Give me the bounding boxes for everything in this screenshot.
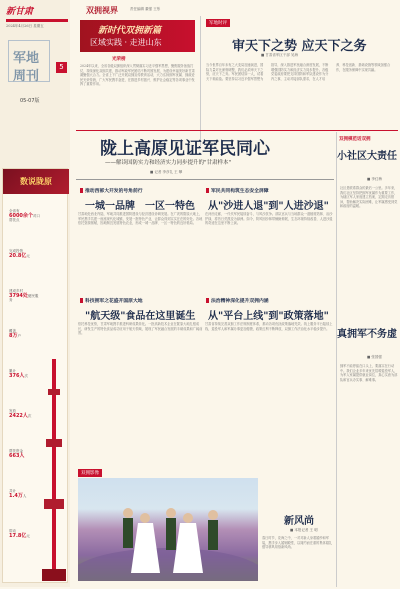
story1-body: 社区是联系群众的最后一公里。多年来，我们社区坚持把拥军优属作为重要工作，为辖区军人家庭建立档案，定期走访慰问，帮助解决实际困难，让军属感受到党和政府的温暖。	[340, 186, 398, 209]
info-item-unit: 次	[24, 373, 28, 378]
subsection-title-3: "航天级"食品在这里诞生	[85, 311, 196, 322]
right-column	[336, 132, 398, 587]
story2-body: 拥军不能停留在口头上，要落实在行动中。我们企业多年来优先招聘退役军人，为军人家属提供就业岗位，真心实意为部队和官兵办实事、解难事。	[340, 364, 398, 382]
infographic-header: 数说陇原	[3, 169, 69, 194]
info-item-unit: 户	[17, 333, 21, 338]
top-banner	[80, 20, 195, 52]
info-item	[9, 529, 41, 538]
story1-title: 小社区大责任	[337, 151, 397, 162]
story2-byline: ■ 张国强	[367, 355, 382, 359]
story2-title: 真拥军不务虚	[337, 329, 397, 340]
tower-illustration	[41, 349, 67, 589]
commentary-body: 当今世界百年未有之大变局加速演进，国际力量对比深刻调整，我们必须审天下之势，应天下之务。军民团结如一人，试看天下谁能敌。要坚持以习近平强军思想为指导，深入推进军民融合深度发展，不断增强国防实力和经济实力同步提升。各级党委政府要把支持国防和军队建设作为分内之事，主动对接部队需求，在人才培养、科技创新、基础设施等领域加强合作，在服务保障中实现共赢。	[206, 63, 391, 81]
right-column-label: 双拥模范话双拥	[339, 137, 371, 142]
info-item-unit: 人	[22, 493, 27, 498]
info-item-value: 8万	[9, 332, 18, 339]
subsection-label-2: 军民共同构筑生态安全屏障	[206, 187, 269, 194]
section-divider	[76, 130, 398, 131]
subsection-label-1: 推动西部大开发的号角前行	[80, 187, 143, 194]
honor-roll-title: 光荣榜	[112, 57, 126, 62]
info-item-unit: 便民服务	[9, 293, 39, 302]
info-item-value: 20.8亿	[9, 252, 27, 259]
info-item-label: 共计	[9, 489, 16, 493]
headline-rule	[76, 179, 334, 180]
wedding-photo-image	[78, 478, 258, 581]
info-item-unit: 元	[26, 533, 30, 538]
info-item	[9, 289, 41, 303]
main-byline: ■ 记者 李彦礼 王 攀	[150, 170, 183, 174]
wedding-photo	[78, 478, 258, 581]
subsection-body-4: 甘肃省持续完善双拥工作法规制度体系，推动各项优抚政策落地见效。线上服务平台陆续上线，退役军人和军属办事更加便捷，政策红利不断释放，双拥工作法治化水平稳步提升。	[205, 322, 333, 331]
info-item-label: 带动	[9, 529, 16, 533]
subsection-title-2: 从"沙进人退"到"人进沙退"	[208, 201, 329, 212]
info-item-value: 663人	[9, 452, 25, 459]
masthead-rule	[6, 19, 68, 22]
top-article-body: 2024年以来，全省各级双拥组织深入贯彻落实习近平强军思想，聚焦服务备战打仗，持续深化双拥共建，推动军政军民团结不断巩固发展，为建设幸福美好新甘肃凝聚强大合力。全省上下广泛开展双拥宣传教育活动，大力弘扬拥军优属、拥政爱民光荣传统，广大军民携手奋进，在推进乡村振兴、维护社会稳定等各项事业中发挥了重要作用。	[80, 64, 195, 86]
info-item-value: 3794处	[9, 292, 28, 299]
info-item	[9, 209, 41, 223]
page-number-badge: 5	[56, 62, 67, 73]
left-sidebar	[0, 0, 70, 587]
info-item-label: 建成乡村	[9, 289, 23, 293]
commentary-byline: ■ 甘肃省军区干部 吴海	[261, 53, 299, 57]
info-item-unit: 元	[26, 253, 30, 258]
subsection-label-3: 科技拥军之花盛开国原大地	[80, 297, 143, 304]
subsection-body-3: 依托科技优势，甘肃军地携手推进科研成果转化。一批高新技术企业在陇原大地扎根成长，研发生产的特色食品成功应用于航天领域，展现了军民融合发展的丰硕成果和广阔前景。	[78, 322, 203, 336]
page-range: 05-07版	[20, 98, 40, 104]
info-item-label: 完成投资	[9, 249, 23, 253]
subsection-title-1: 一城一品牌 一区一特色	[85, 201, 195, 212]
banner-subtitle: 区域实践 · 走进山东	[90, 38, 162, 47]
story1-byline: ■ 李红梅	[367, 177, 382, 181]
weekly-title-box	[8, 40, 50, 82]
info-item-value: 376人	[9, 372, 25, 379]
editor-credit: 责任编辑 董强 王彤	[130, 7, 161, 11]
weekly-title-line2: 周刊	[13, 69, 40, 84]
weekly-title-line1: 军地	[13, 51, 40, 66]
info-item-value: 17.8亿	[9, 532, 27, 539]
info-item	[9, 369, 41, 378]
info-item-label: 帮扶资金	[9, 449, 23, 453]
info-item-value: 1.4万	[9, 492, 23, 499]
commentary-label: 军地时评	[206, 19, 230, 27]
subsection-label-4: 法治精神深化提升双拥内涵	[206, 297, 269, 304]
main-subheadline: ——解读国防实力和经济实力同步提升的"甘肃样本"	[105, 160, 232, 166]
info-item-label: 覆盖	[9, 329, 16, 333]
info-item-value: 6000余个	[9, 212, 33, 219]
infographic-panel	[2, 168, 68, 583]
info-item	[9, 449, 41, 458]
subsection-body-2: 在河西走廊，一代代军民接续奋斗，与风沙抗争。部队官兵与当地群众一道植树造林、治沙护绿，将昔日荒漠变为绿洲。如今，防风固沙林带蜿蜒伸展，生态环境持续改善，人进沙退的奇迹在这里不断上演。	[205, 212, 333, 226]
info-item-label: 全省有	[9, 209, 20, 213]
photo-byline: ■ 本报记者 王 明	[290, 528, 318, 532]
info-item	[9, 409, 41, 418]
info-item-label: 发放	[9, 409, 16, 413]
info-item-value: 2422人	[9, 412, 28, 419]
commentary-headline: 审天下之势 应天下之务	[232, 39, 367, 54]
section-title: 双拥视界	[86, 5, 118, 15]
info-item	[9, 489, 41, 498]
photo-title: 新风尚	[284, 516, 314, 527]
banner-title: 新时代双拥新篇	[98, 26, 162, 36]
info-item	[9, 329, 41, 338]
info-item-unit: 对口帮扶点	[9, 213, 40, 222]
photo-section-label: 双拥影像	[78, 469, 102, 477]
subsection-body-1: 甘肃地处西北内陆，军地共同推进国防建设与经济建设协调发展。在广袤的陇原大地上，军民携手共建一座座现代化城镇，发展一批特色产业，让群众得到实实在在的好处。各地依托资源禀赋，因地制宜发展特色农业，形成一城一品牌、一区一特色的良好格局。	[78, 212, 203, 226]
info-item	[9, 249, 41, 258]
subsection-title-4: 从"平台上线"到"政策落地"	[208, 311, 329, 322]
newspaper-logo: 新甘肃	[6, 7, 34, 17]
info-item-label: 累计	[9, 369, 16, 373]
commentary-block	[200, 16, 400, 146]
main-headline: 陇上高原见证军民同心	[100, 139, 270, 159]
issue-date: 2024年4月26日 星期五	[6, 24, 44, 28]
photo-caption: 春日时节，花海之中，一对对新人身着婚纱和军装，携手步入婚姻殿堂，以简约而庄重的集体婚礼倡导移风易俗新风尚。	[262, 536, 333, 550]
info-item-unit: 次	[27, 413, 32, 418]
